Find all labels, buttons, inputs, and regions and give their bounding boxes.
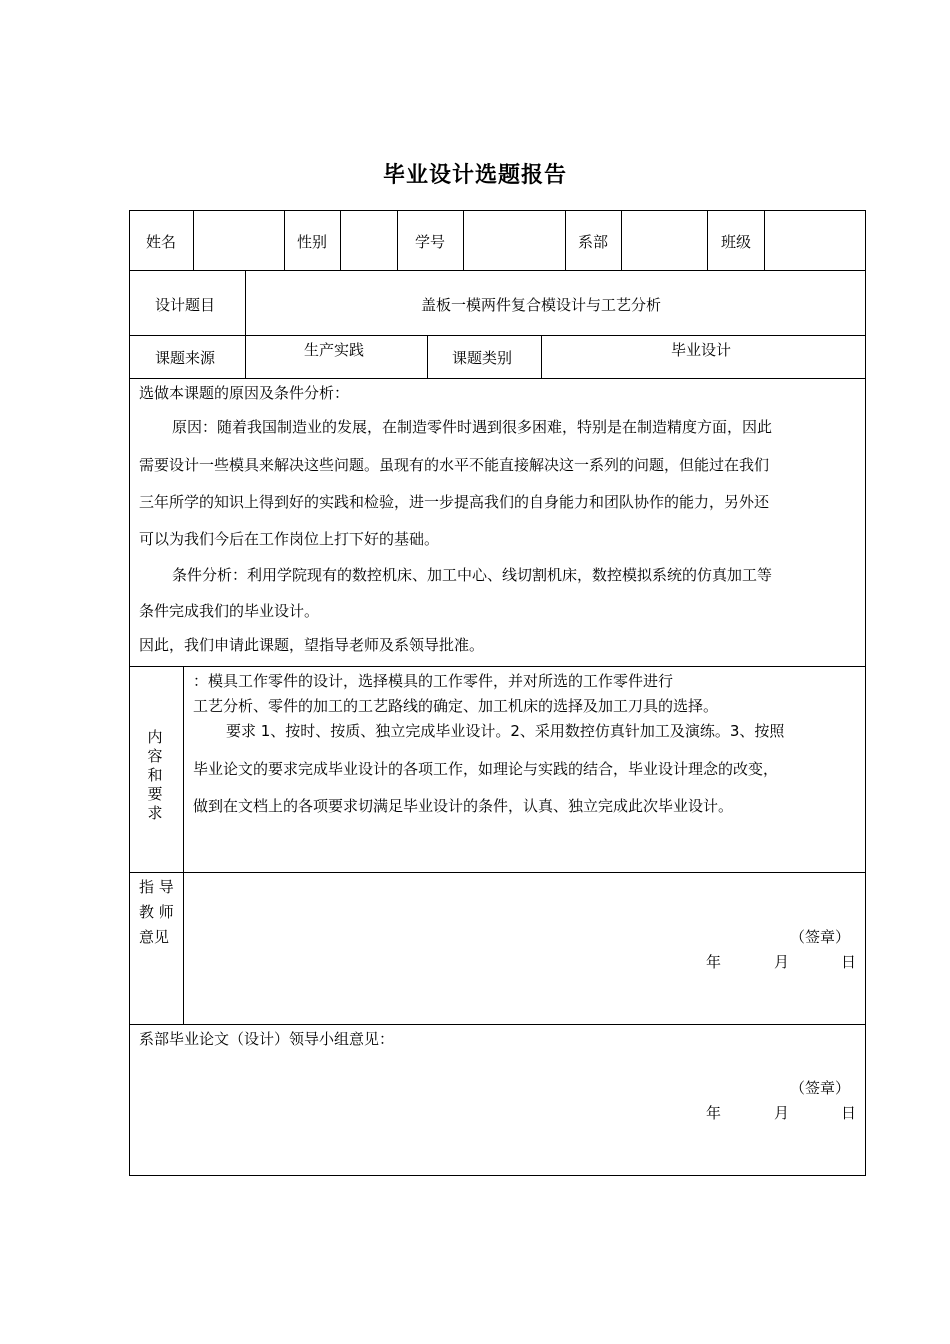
- committee-seal: （签章）: [790, 1079, 851, 1097]
- advisor-year: 年: [706, 953, 722, 971]
- column-divider: [245, 270, 246, 335]
- content-label: 内容和要求: [147, 728, 163, 822]
- committee-label: 系部毕业论文（设计）领导小组意见：: [139, 1030, 395, 1048]
- committee-day: 日: [841, 1104, 857, 1122]
- column-divider: [707, 210, 708, 270]
- class-label: 班级: [721, 233, 752, 251]
- content-line: 工艺分析、零件的加工的工艺路线的确定、加工机床的选择及加工刀具的选择。: [193, 697, 719, 715]
- document-title: 毕业设计选题报告: [382, 163, 567, 188]
- analysis-line: 条件完成我们的毕业设计。: [139, 602, 320, 620]
- row-divider: [129, 872, 866, 873]
- analysis-line: 可以为我们今后在工作岗位上打下好的基础。: [139, 530, 440, 548]
- row-divider: [129, 335, 866, 336]
- column-divider: [463, 210, 464, 270]
- row-divider: [129, 378, 866, 379]
- advisor-day: 日: [841, 953, 857, 971]
- gender-label: 性别: [297, 233, 328, 251]
- advisor-label-line1: 指 导: [139, 878, 174, 896]
- category-value: 毕业设计: [671, 341, 732, 359]
- row-divider: [129, 666, 866, 667]
- analysis-line: 条件分析：利用学院现有的数控机床、加工中心、线切割机床，数控模拟系统的仿真加工等: [172, 566, 773, 584]
- column-divider: [193, 210, 194, 270]
- student-id-label: 学号: [415, 233, 446, 251]
- column-divider: [340, 210, 341, 270]
- analysis-line: 因此，我们申请此课题，望指导老师及系领导批准。: [139, 636, 485, 654]
- advisor-label-line3: 意见: [139, 928, 170, 946]
- analysis-heading: 选做本课题的原因及条件分析：: [139, 384, 350, 402]
- column-divider: [245, 335, 246, 378]
- column-divider: [397, 210, 398, 270]
- content-line: 做到在文档上的各项要求切满足毕业设计的条件，认真、独立完成此次毕业设计。: [193, 797, 734, 815]
- column-divider: [565, 210, 566, 270]
- advisor-seal: （签章）: [790, 928, 851, 946]
- committee-year: 年: [706, 1104, 722, 1122]
- content-line: 毕业论文的要求完成毕业设计的各项工作，如理论与实践的结合，毕业设计理念的改变，: [193, 760, 779, 778]
- department-label: 系部: [578, 233, 609, 251]
- analysis-line: 三年所学的知识上得到好的实践和检验，进一步提高我们的自身能力和团队协作的能力，另外还: [139, 493, 770, 511]
- column-divider: [284, 210, 285, 270]
- advisor-month: 月: [774, 953, 790, 971]
- source-value: 生产实践: [304, 341, 365, 359]
- column-divider: [183, 666, 184, 1024]
- analysis-line: 原因：随着我国制造业的发展，在制造零件时遇到很多困难，特别是在制造精度方面，因此: [172, 418, 773, 436]
- column-divider: [764, 210, 765, 270]
- topic-value: 盖板一模两件复合模设计与工艺分析: [421, 296, 662, 314]
- content-line: 要求 1、按时、按质、独立完成毕业设计。2、采用数控仿真针加工及演练。3、按照: [226, 722, 785, 740]
- row-divider: [129, 1024, 866, 1025]
- column-divider: [621, 210, 622, 270]
- column-divider: [541, 335, 542, 378]
- column-divider: [427, 335, 428, 378]
- committee-month: 月: [774, 1104, 790, 1122]
- row-divider: [129, 270, 866, 271]
- category-label: 课题类别: [452, 349, 513, 367]
- source-label: 课题来源: [155, 349, 216, 367]
- topic-label: 设计题目: [155, 296, 216, 314]
- content-line: ：模具工作零件的设计，选择模具的工作零件，并对所选的工作零件进行: [193, 672, 674, 690]
- advisor-label-line2: 教 师: [139, 903, 174, 921]
- analysis-line: 需要设计一些模具来解决这些问题。虽现有的水平不能直接解决这一系列的问题，但能过在我们: [139, 456, 770, 474]
- name-label: 姓名: [146, 233, 177, 251]
